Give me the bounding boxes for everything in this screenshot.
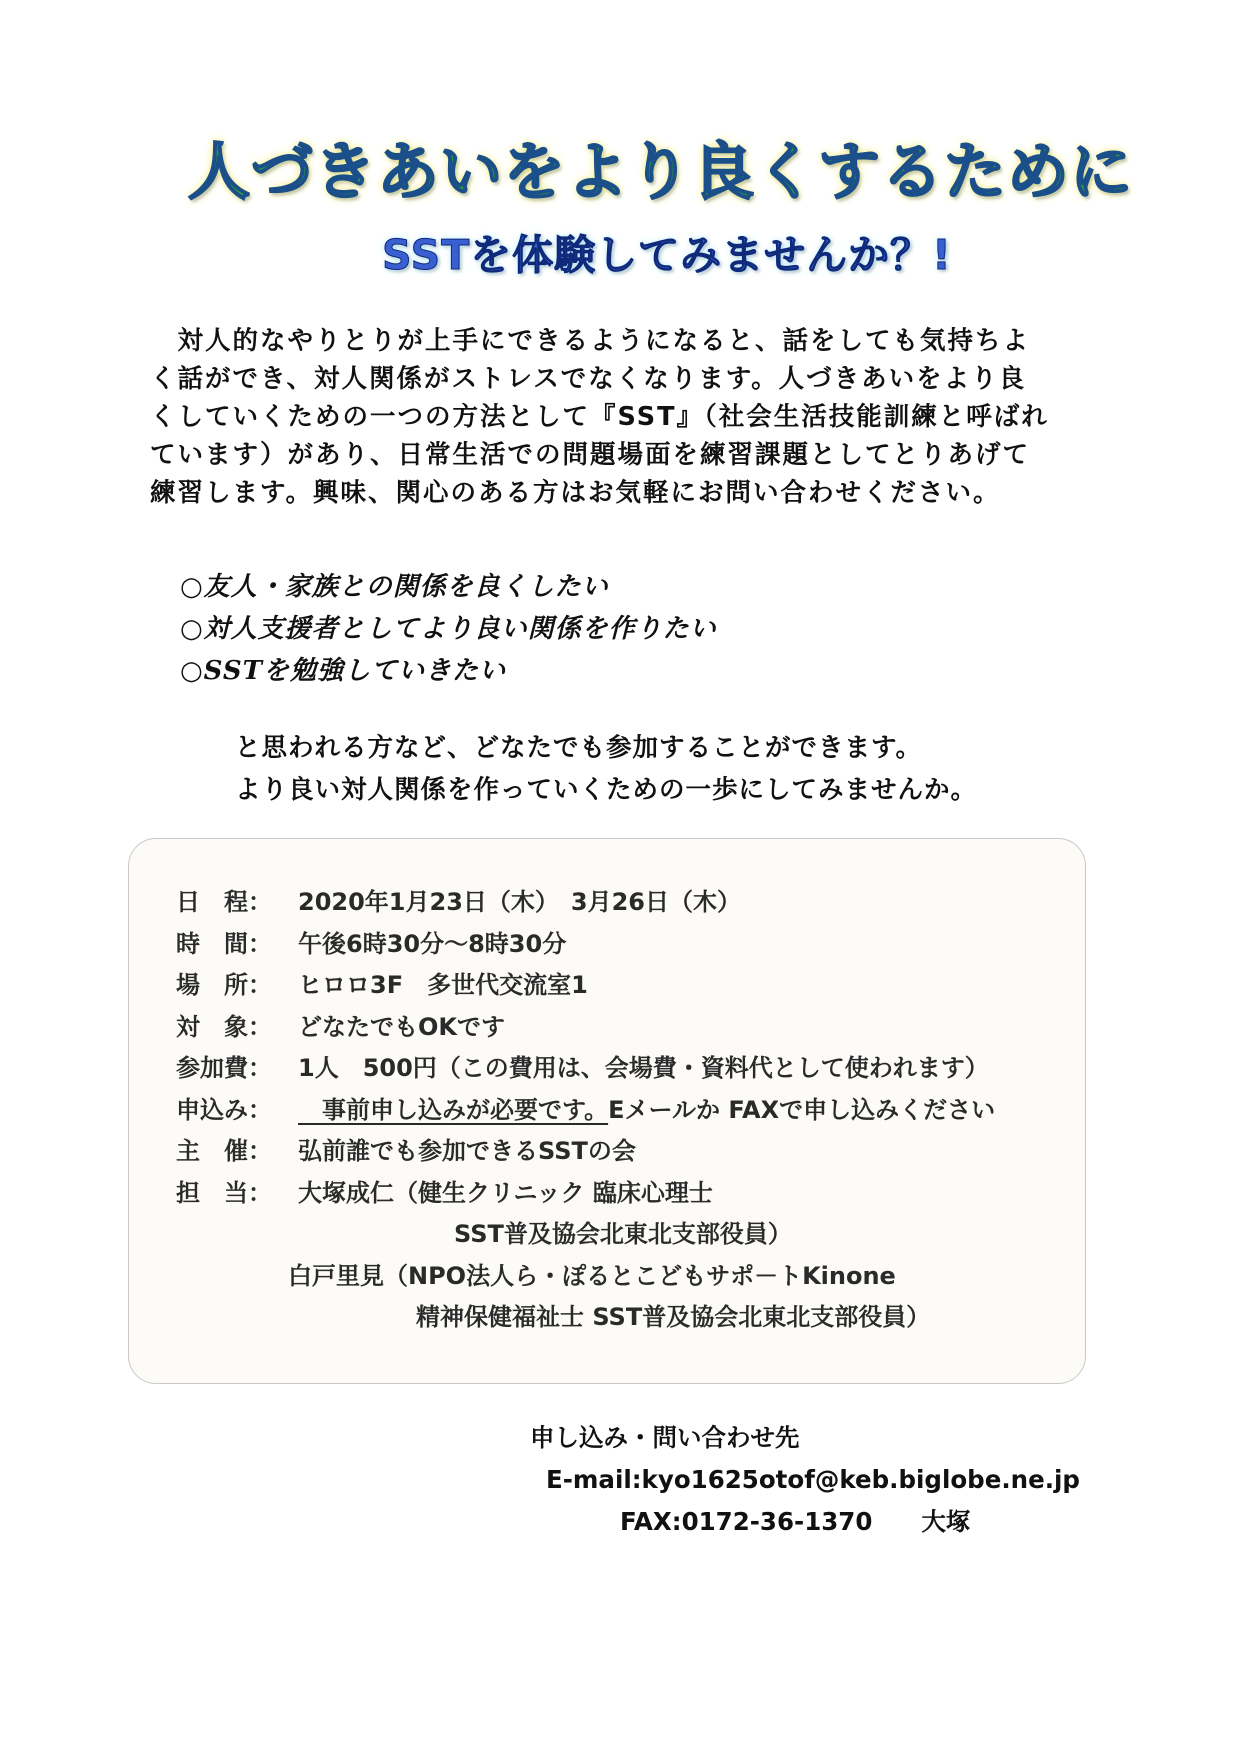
target-list — [180, 566, 717, 692]
schedule-value: 2020年1月23日（木） 3月26日（木） — [298, 888, 741, 916]
host-row — [176, 1131, 995, 1173]
staff-line-2: SST普及協会北東北支部役員） — [454, 1220, 792, 1248]
fee-value: 1人 500円（この費用は、会場費・資料代として使われます） — [298, 1054, 989, 1082]
staff-row-cont — [176, 1256, 995, 1298]
apply-row — [176, 1090, 995, 1132]
target-value: どなたでもOKです — [298, 1012, 505, 1041]
staff-line-1: 大塚成仁（健生クリニック 臨床心理士 — [298, 1178, 713, 1207]
staff-row-cont — [176, 1297, 995, 1339]
place-value: ヒロロ3F 多世代交流室1 — [298, 971, 588, 999]
list-item: ○SSTを勉強していきたい — [180, 656, 507, 686]
staff-label: 担 当： — [176, 1178, 272, 1207]
contact-email: E-mail:kyo1625otof@keb.biglobe.ne.jp — [546, 1465, 1080, 1494]
closing-line: と思われる方など、どなたでも参加することができます。 — [235, 733, 922, 763]
apply-required-note: 事前申し込みが必要です。 — [298, 1095, 609, 1124]
intro-paragraph — [150, 322, 1100, 512]
staff-row — [176, 1173, 995, 1215]
schedule-row — [176, 882, 995, 924]
list-item: ○対人支援者としてより良い関係を作りたい — [180, 614, 717, 644]
intro-line: く話ができ、対人関係がストレスでなくなります。人づきあいをより良 — [150, 364, 1027, 394]
place-row — [176, 965, 995, 1007]
target-row — [176, 1007, 995, 1049]
apply-method: Eメールか FAXで申し込みください — [608, 1095, 996, 1124]
fee-label: 参加費： — [176, 1054, 272, 1082]
intro-line: 練習します。興味、関心のある方はお気軽にお問い合わせください。 — [150, 478, 1001, 508]
fee-row — [176, 1048, 995, 1090]
intro-line: くしていくための一つの方法として『SST』（社会生活技能訓練と呼ばれ — [150, 402, 1049, 432]
contact-fax: FAX:0172-36-1370 大塚 — [620, 1507, 971, 1536]
intro-line: ています）があり、日常生活での問題場面を練習課題としてとりあげて — [150, 440, 1031, 470]
time-label: 時 間： — [176, 929, 272, 958]
schedule-label: 日 程： — [176, 888, 272, 916]
contact-info — [530, 1417, 1080, 1543]
list-item: ○友人・家族との関係を良くしたい — [180, 572, 609, 602]
sub-title: SSTを体験してみませんか？! — [382, 231, 952, 279]
staff-line-3: 白戸里見（NPO法人ら・ぽるとこどもサポ－トKinone — [288, 1261, 896, 1290]
time-value: 午後6時30分～8時30分 — [298, 929, 567, 958]
intro-line: 対人的なやりとりが上手にできるようになると、話をしても気持ちよ — [150, 326, 1031, 356]
event-info — [176, 882, 995, 1339]
staff-line-4: 精神保健福祉士 SST普及協会北東北支部役員） — [416, 1303, 931, 1331]
closing-text — [235, 727, 977, 811]
target-label: 対 象： — [176, 1012, 272, 1041]
staff-row-cont — [176, 1214, 995, 1256]
host-value: 弘前誰でも参加できるSSTの会 — [298, 1137, 636, 1165]
main-title: 人づきあいをより良くするために — [188, 135, 1134, 208]
contact-heading: 申し込み・問い合わせ先 — [530, 1423, 800, 1452]
host-label: 主 催： — [176, 1137, 272, 1165]
closing-line: より良い対人関係を作っていくための一歩にしてみませんか。 — [235, 775, 978, 805]
place-label: 場 所： — [176, 971, 272, 999]
time-row — [176, 924, 995, 966]
apply-label: 申込み： — [176, 1095, 272, 1124]
